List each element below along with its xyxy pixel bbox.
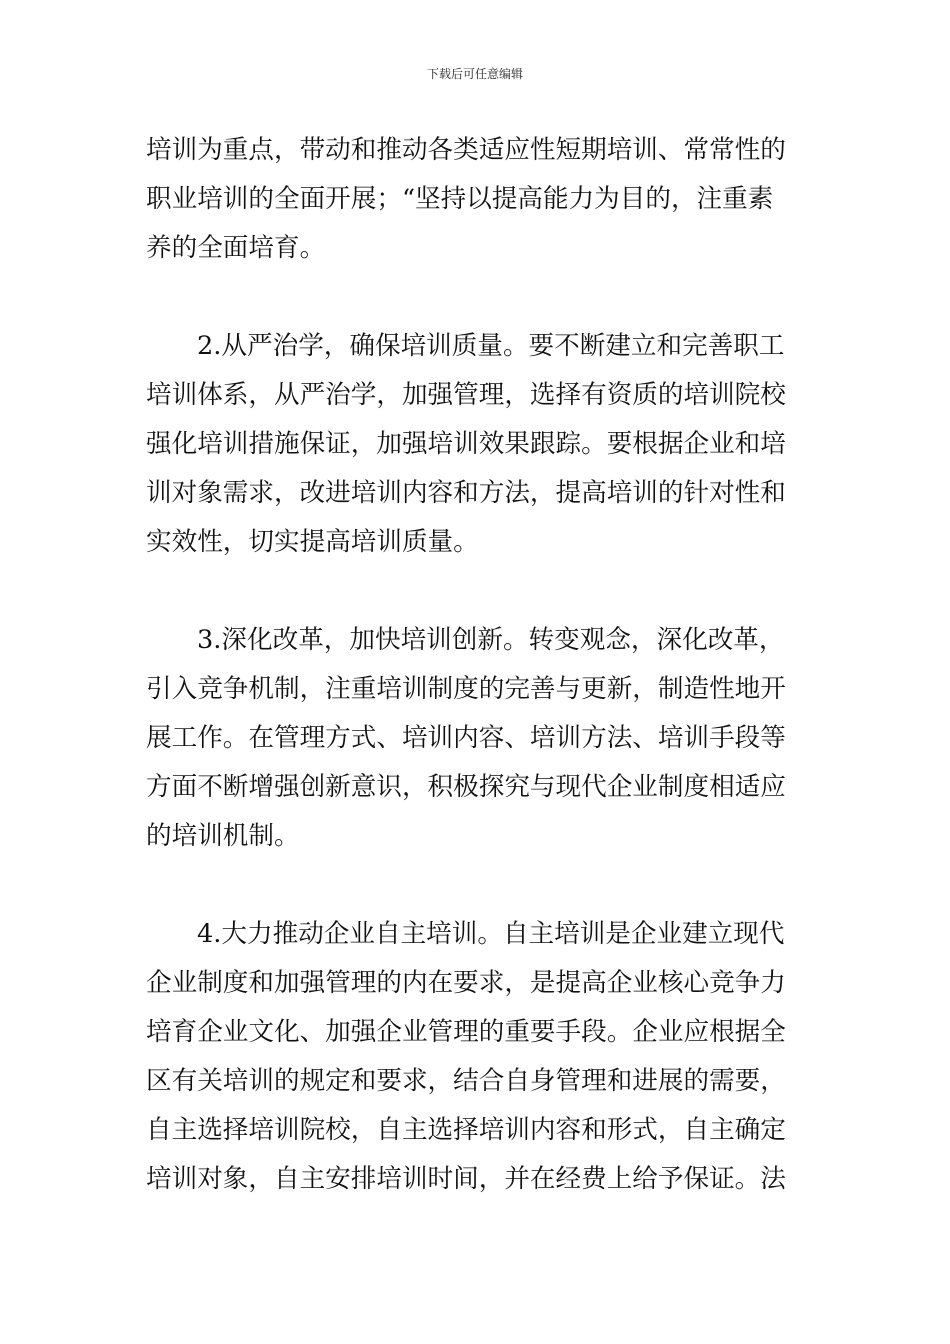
paragraph-line: 训对象需求，改进培训内容和方法，提高培训的针对性和 — [146, 478, 786, 508]
paragraph-line: 企业制度和加强管理的内在要求，是提高企业核心竞争力 — [146, 968, 786, 998]
paragraph-line: 4.大力推动企业自主培训。自主培训是企业建立现代 — [197, 919, 785, 949]
paragraph-line: 方面不断增强创新意识，积极探究与现代企业制度相适应 — [146, 772, 786, 802]
paragraph-gap — [146, 273, 808, 322]
paragraph-line: 培育企业文化、加强企业管理的重要手段。企业应根据全 — [146, 1017, 786, 1047]
page-header: 下载后可任意编辑 — [426, 67, 523, 81]
paragraph-line: 的培训机制。 — [146, 821, 300, 851]
paragraph-line: 2.从严治学，确保培训质量。要不断建立和完善职工 — [197, 331, 785, 361]
paragraph-line: 强化培训措施保证，加强培训效果跟踪。要根据企业和培 — [146, 429, 786, 459]
paragraph-line: 培训体系，从严治学，加强管理，选择有资质的培训院校 — [146, 380, 786, 410]
document-body — [146, 126, 808, 1204]
paragraph-line: 3.深化改革，加快培训创新。转变观念，深化改革， — [197, 625, 785, 655]
paragraph-line: 培训对象，自主安排培训时间，并在经费上给予保证。法 — [146, 1164, 786, 1194]
paragraph-line: 职业培训的全面开展；“坚持以提高能力为目的，注重素 — [146, 184, 774, 214]
paragraph-2 — [146, 322, 808, 567]
paragraph-3 — [146, 616, 808, 861]
paragraph-gap — [146, 861, 808, 910]
paragraph-4 — [146, 910, 808, 1204]
paragraph-line: 展工作。在管理方式、培训内容、培训方法、培训手段等 — [146, 723, 786, 753]
paragraph-line: 自主选择培训院校，自主选择培训内容和形式，自主确定 — [146, 1115, 786, 1145]
paragraph-gap — [146, 567, 808, 616]
paragraph-line: 引入竞争机制，注重培训制度的完善与更新，制造性地开 — [146, 674, 786, 704]
paragraph-1 — [146, 126, 808, 273]
paragraph-line: 养的全面培育。 — [146, 233, 326, 263]
paragraph-line: 实效性，切实提高培训质量。 — [146, 527, 479, 557]
paragraph-line: 培训为重点，带动和推动各类适应性短期培训、常常性的 — [146, 135, 786, 165]
paragraph-line: 区有关培训的规定和要求，结合自身管理和进展的需要， — [146, 1066, 786, 1096]
